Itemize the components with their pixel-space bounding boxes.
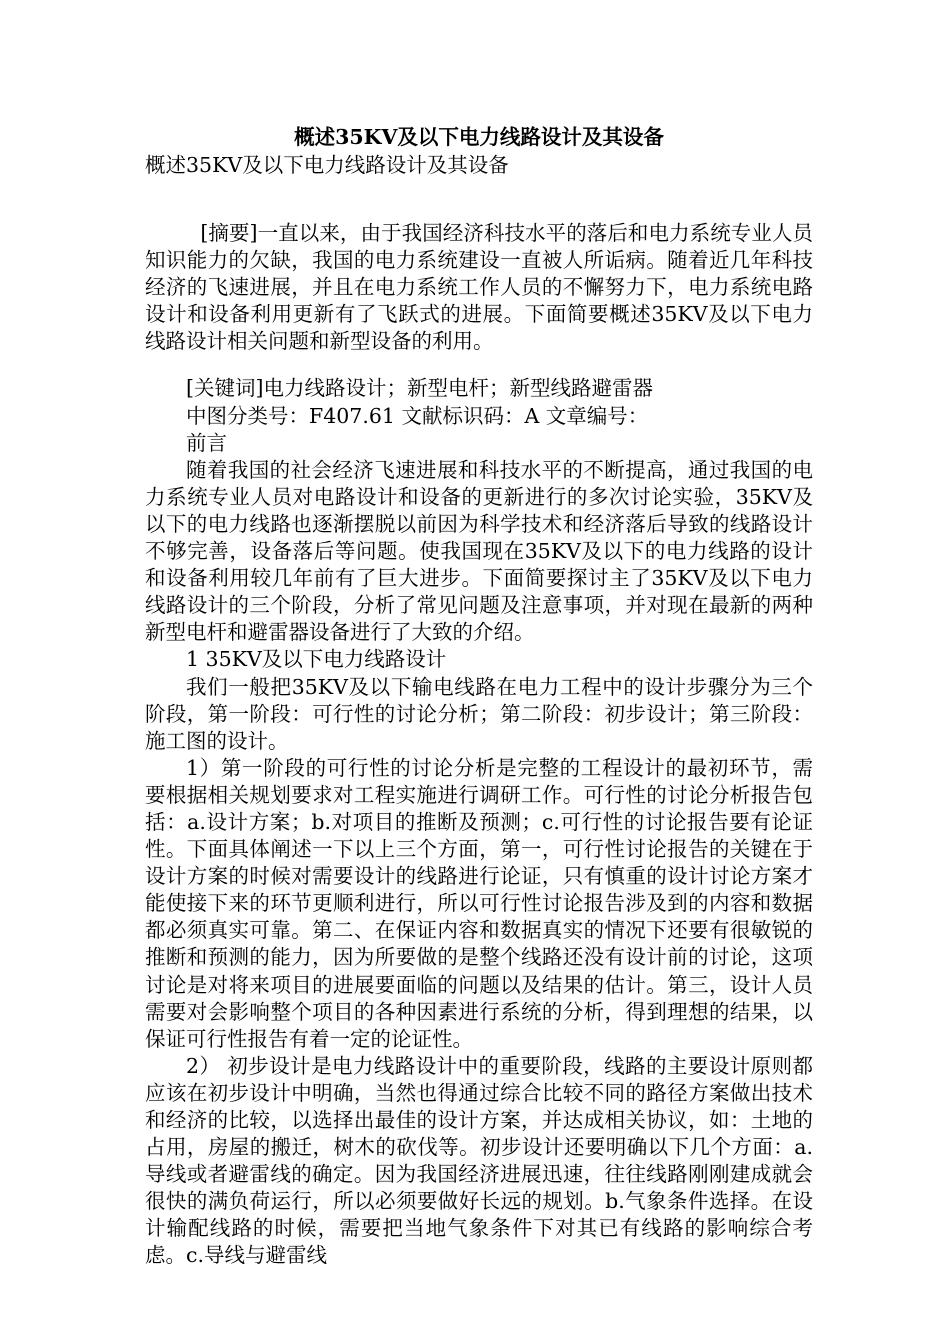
document-subtitle: 概述35KV及以下电力线路设计及其设备 (145, 153, 509, 177)
preface-heading: 前言 (186, 430, 227, 455)
preface-paragraph: 随着我国的社会经济飞速进展和科技水平的不断提高，通过我国的电力系统专业人员对电路设计和设备的更新进行的多次讨论实验，35KV及以下的电力线路也逐渐摆脱以前因为科学技术和经济落后导致的线路设计不够完善，设备落后等问题。使我国现在35KV及以下的电力线路的设计和设备利用较几年前有了巨大进步。下面简要探讨主了35KV及以下电力线路设计的三个阶段，分析了常见问题及注意事项，并对现在最新的两种新型电杆和避雷器设备进行了大致的介绍。 (145, 457, 813, 645)
document-title: 概述35KV及以下电力线路设计及其设备 (294, 125, 664, 149)
section-paragraph-1: 1）第一阶段的可行性的讨论分析是完整的工程设计的最初环节，需要根据相关规划要求对工程实施进行调研工作。可行性的讨论分析报告包括：a.设计方案；b.对项目的推断及预测；c.可行性的讨论报告要有论证性。下面具体阐述一下以上三个方面，第一，可行性讨论报告的关键在于设计方案的时候对需要设计的线路进行论证，只有慎重的设计讨论方案才能使接下来的环节更顺利进行，所以可行性讨论报告涉及到的内容和数据都必须真实可靠。第二、在保证内容和数据真实的情况下还要有很敏锐的推断和预测的能力，因为所要做的是整个线路还没有设计前的讨论，这项讨论是对将来项目的进展要面临的问题以及结果的估计。第三，设计人员需要对会影响整个项目的各种因素进行系统的分析，得到理想的结果，以保证可行性报告有着一定的论证性。 (145, 755, 813, 1051)
section-paragraph-2: 2） 初步设计是电力线路设计中的重要阶段，线路的主要设计原则都应该在初步设计中明确，当然也得通过综合比较不同的路径方案做出技术和经济的比较，以选择出最佳的设计方案，并达成相关协议，如：土地的占用，房屋的搬迁，树木的砍伐等。初步设计还要明确以下几个方面：a.导线或者避雷线的确定。因为我国经济进展迅速，往往线路刚刚建成就会很快的满负荷运行，所以必须要做好长远的规划。b.气象条件选择。在设计输配线路的时候，需要把当地气象条件下对其已有线路的影响综合考虑。c.导线与避雷线 (145, 1053, 813, 1268)
abstract-paragraph: [摘要]一直以来，由于我国经济科技水平的落后和电力系统专业人员知识能力的欠缺，我国的电力系统建设一直被人所诟病。随着近几年科技经济的飞速进展，并且在电力系统工作人员的不懈努力下，电力系统电路设计和设备利用更新有了飞跃式的进展。下面简要概述35KV及以下电力线路设计相关问题和新型设备的利用。 (145, 221, 813, 354)
keywords-line: [关键词]电力线路设计；新型电杆；新型线路避雷器 (186, 376, 653, 401)
classification-line: 中图分类号：F407.61 文献标识码：A 文章编号： (186, 403, 649, 428)
section-intro-paragraph: 我们一般把35KV及以下输电线路在电力工程中的设计步骤分为三个阶段，第一阶段：可行性的讨论分析；第二阶段：初步设计；第三阶段：施工图的设计。 (145, 674, 813, 753)
document-page (145, 122, 813, 1270)
section-heading: 1 35KV及以下电力线路设计 (186, 647, 447, 672)
